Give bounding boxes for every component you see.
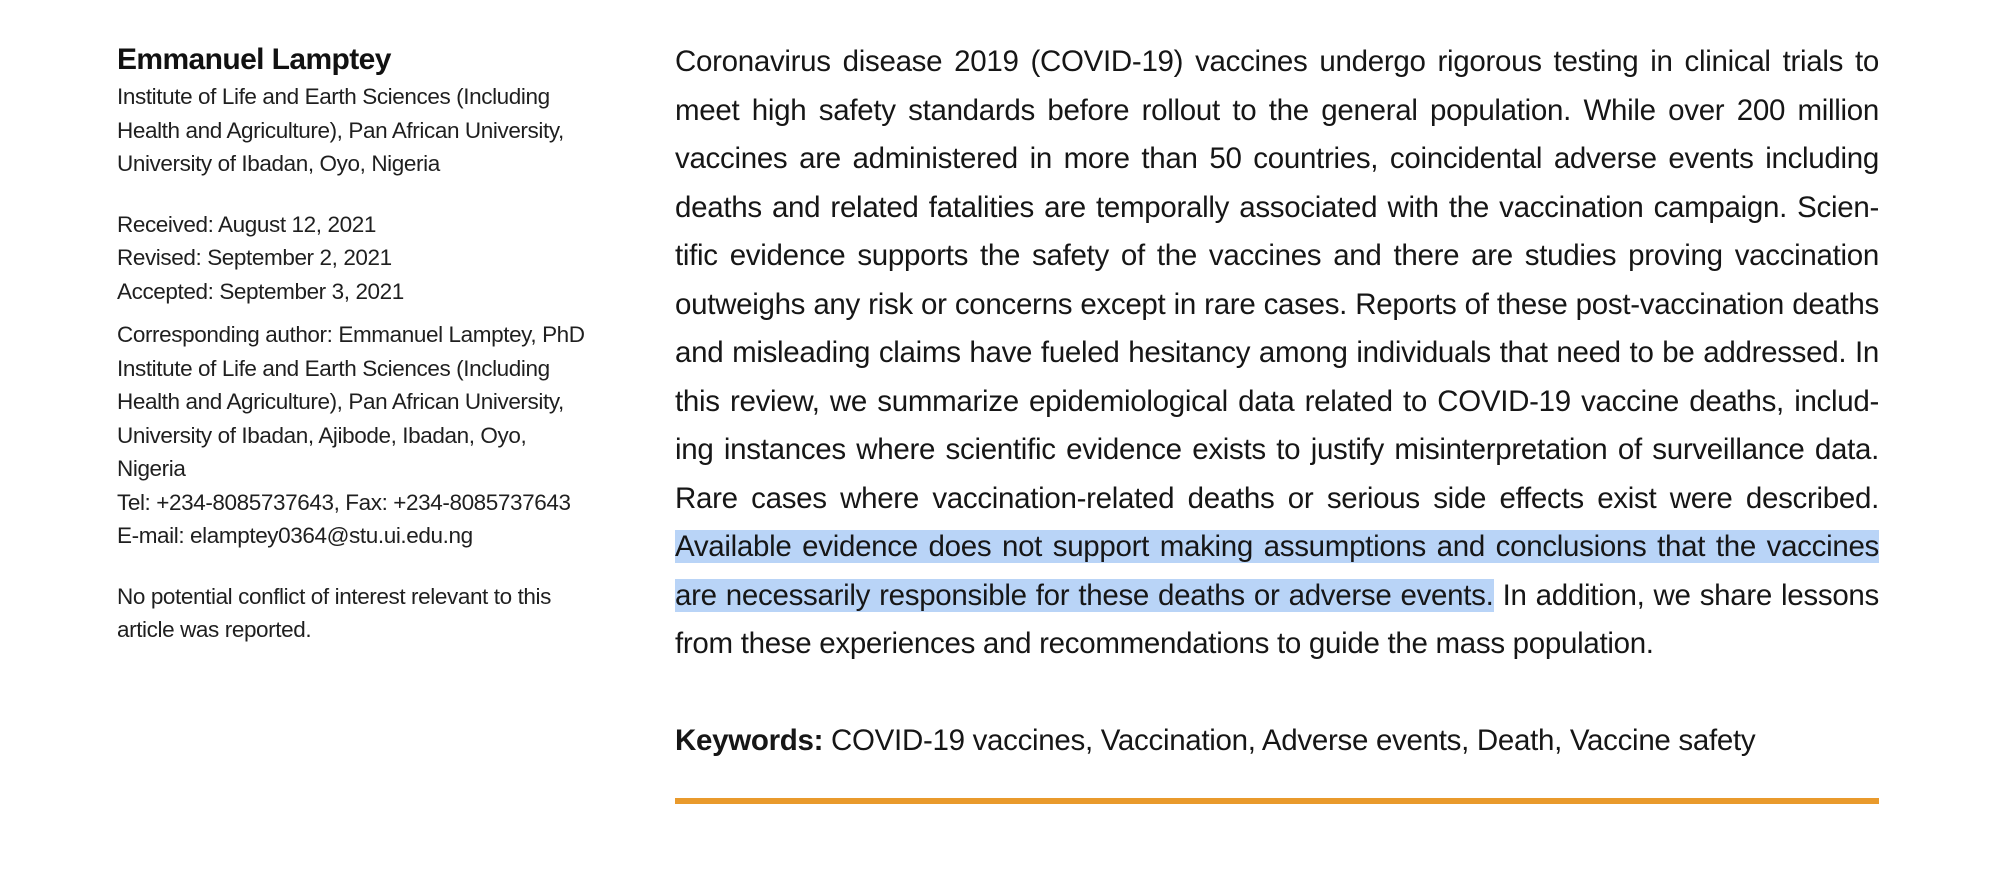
corresponding-author: Corresponding author: Emmanuel Lamptey, PhD xyxy=(117,322,585,347)
keywords xyxy=(675,717,1879,766)
article-dates xyxy=(117,208,607,309)
abstract-line: outweighs any risk or concerns except in rare cases. Reports of these post-vaccination deaths xyxy=(675,287,1879,321)
abstract-text: In addition, we share lessons xyxy=(1493,578,1879,612)
abstract-line: Rare cases where vaccination-related deaths or serious side effects exist were described. xyxy=(675,481,1879,515)
conflict-line: No potential conflict of interest relevant to this xyxy=(117,583,551,609)
abstract-line-highlighted xyxy=(675,523,1879,572)
author-name: Emmanuel Lamptey xyxy=(117,43,391,76)
received-date: Received: August 12, 2021 xyxy=(117,211,376,237)
conflict-of-interest xyxy=(117,580,607,647)
phone-fax: Tel: +234-8085737643, Fax: +234-8085737643 xyxy=(117,489,571,515)
abstract-line: from these experiences and recommendations to guide the mass population. xyxy=(675,627,1654,660)
text-selection-highlight[interactable]: Available evidence does not support making assumptions and conclusions that the vaccines xyxy=(675,530,1879,563)
correspondence-address-line: Institute of Life and Earth Sciences (Including xyxy=(117,355,550,381)
keywords-list: COVID-19 vaccines, Vaccination, Adverse events, Death, Vaccine safety xyxy=(823,723,1756,757)
abstract-line: meet high safety standards before rollout to the general population. While over 200 million xyxy=(675,93,1879,127)
affiliation-line: Health and Agriculture), Pan African University, xyxy=(117,117,564,143)
correspondence-address-line: Health and Agriculture), Pan African University, xyxy=(117,389,564,414)
author-sidebar xyxy=(117,40,607,647)
abstract-line: deaths and related fatalities are temporally associated with the vaccination campaign. Scien- xyxy=(675,190,1879,224)
revised-date: Revised: September 2, 2021 xyxy=(117,245,392,270)
abstract-line: and misleading claims have fueled hesitancy among individuals that need to be addressed. In xyxy=(675,336,1879,369)
abstract-line: vaccines are administered in more than 50 countries, coincidental adverse events including xyxy=(675,142,1879,175)
affiliation-line: Institute of Life and Earth Sciences (Including xyxy=(117,84,550,109)
affiliation-line: University of Ibadan, Oyo, Nigeria xyxy=(117,151,440,176)
section-divider xyxy=(675,798,1879,804)
abstract-line xyxy=(675,572,1879,621)
correspondence-address-line: Nigeria xyxy=(117,456,186,481)
abstract-line: Coronavirus disease 2019 (COVID-19) vaccines undergo rigorous testing in clinical trials to xyxy=(675,45,1879,78)
correspondence-address-line: University of Ibadan, Ajibode, Ibadan, Oyo, xyxy=(117,422,527,448)
conflict-line: article was reported. xyxy=(117,617,312,642)
abstract-line: tific evidence supports the safety of the vaccines and there are studies proving vaccination xyxy=(675,239,1879,272)
abstract-line: this review, we summarize epidemiological data related to COVID-19 vaccine deaths, includ- xyxy=(675,384,1879,418)
abstract-body[interactable] xyxy=(675,38,1879,765)
correspondence-info xyxy=(117,318,607,553)
text-selection-highlight[interactable]: are necessarily responsible for these deaths or adverse events. xyxy=(675,578,1494,612)
email-address[interactable]: E-mail: elamptey0364@stu.ui.edu.ng xyxy=(117,523,473,548)
accepted-date: Accepted: September 3, 2021 xyxy=(117,278,404,304)
keywords-label: Keywords: xyxy=(675,723,824,757)
abstract-line: ing instances where scientific evidence exists to justify misinterpretation of surveillance data. xyxy=(675,433,1879,466)
author-affiliation xyxy=(117,80,607,181)
